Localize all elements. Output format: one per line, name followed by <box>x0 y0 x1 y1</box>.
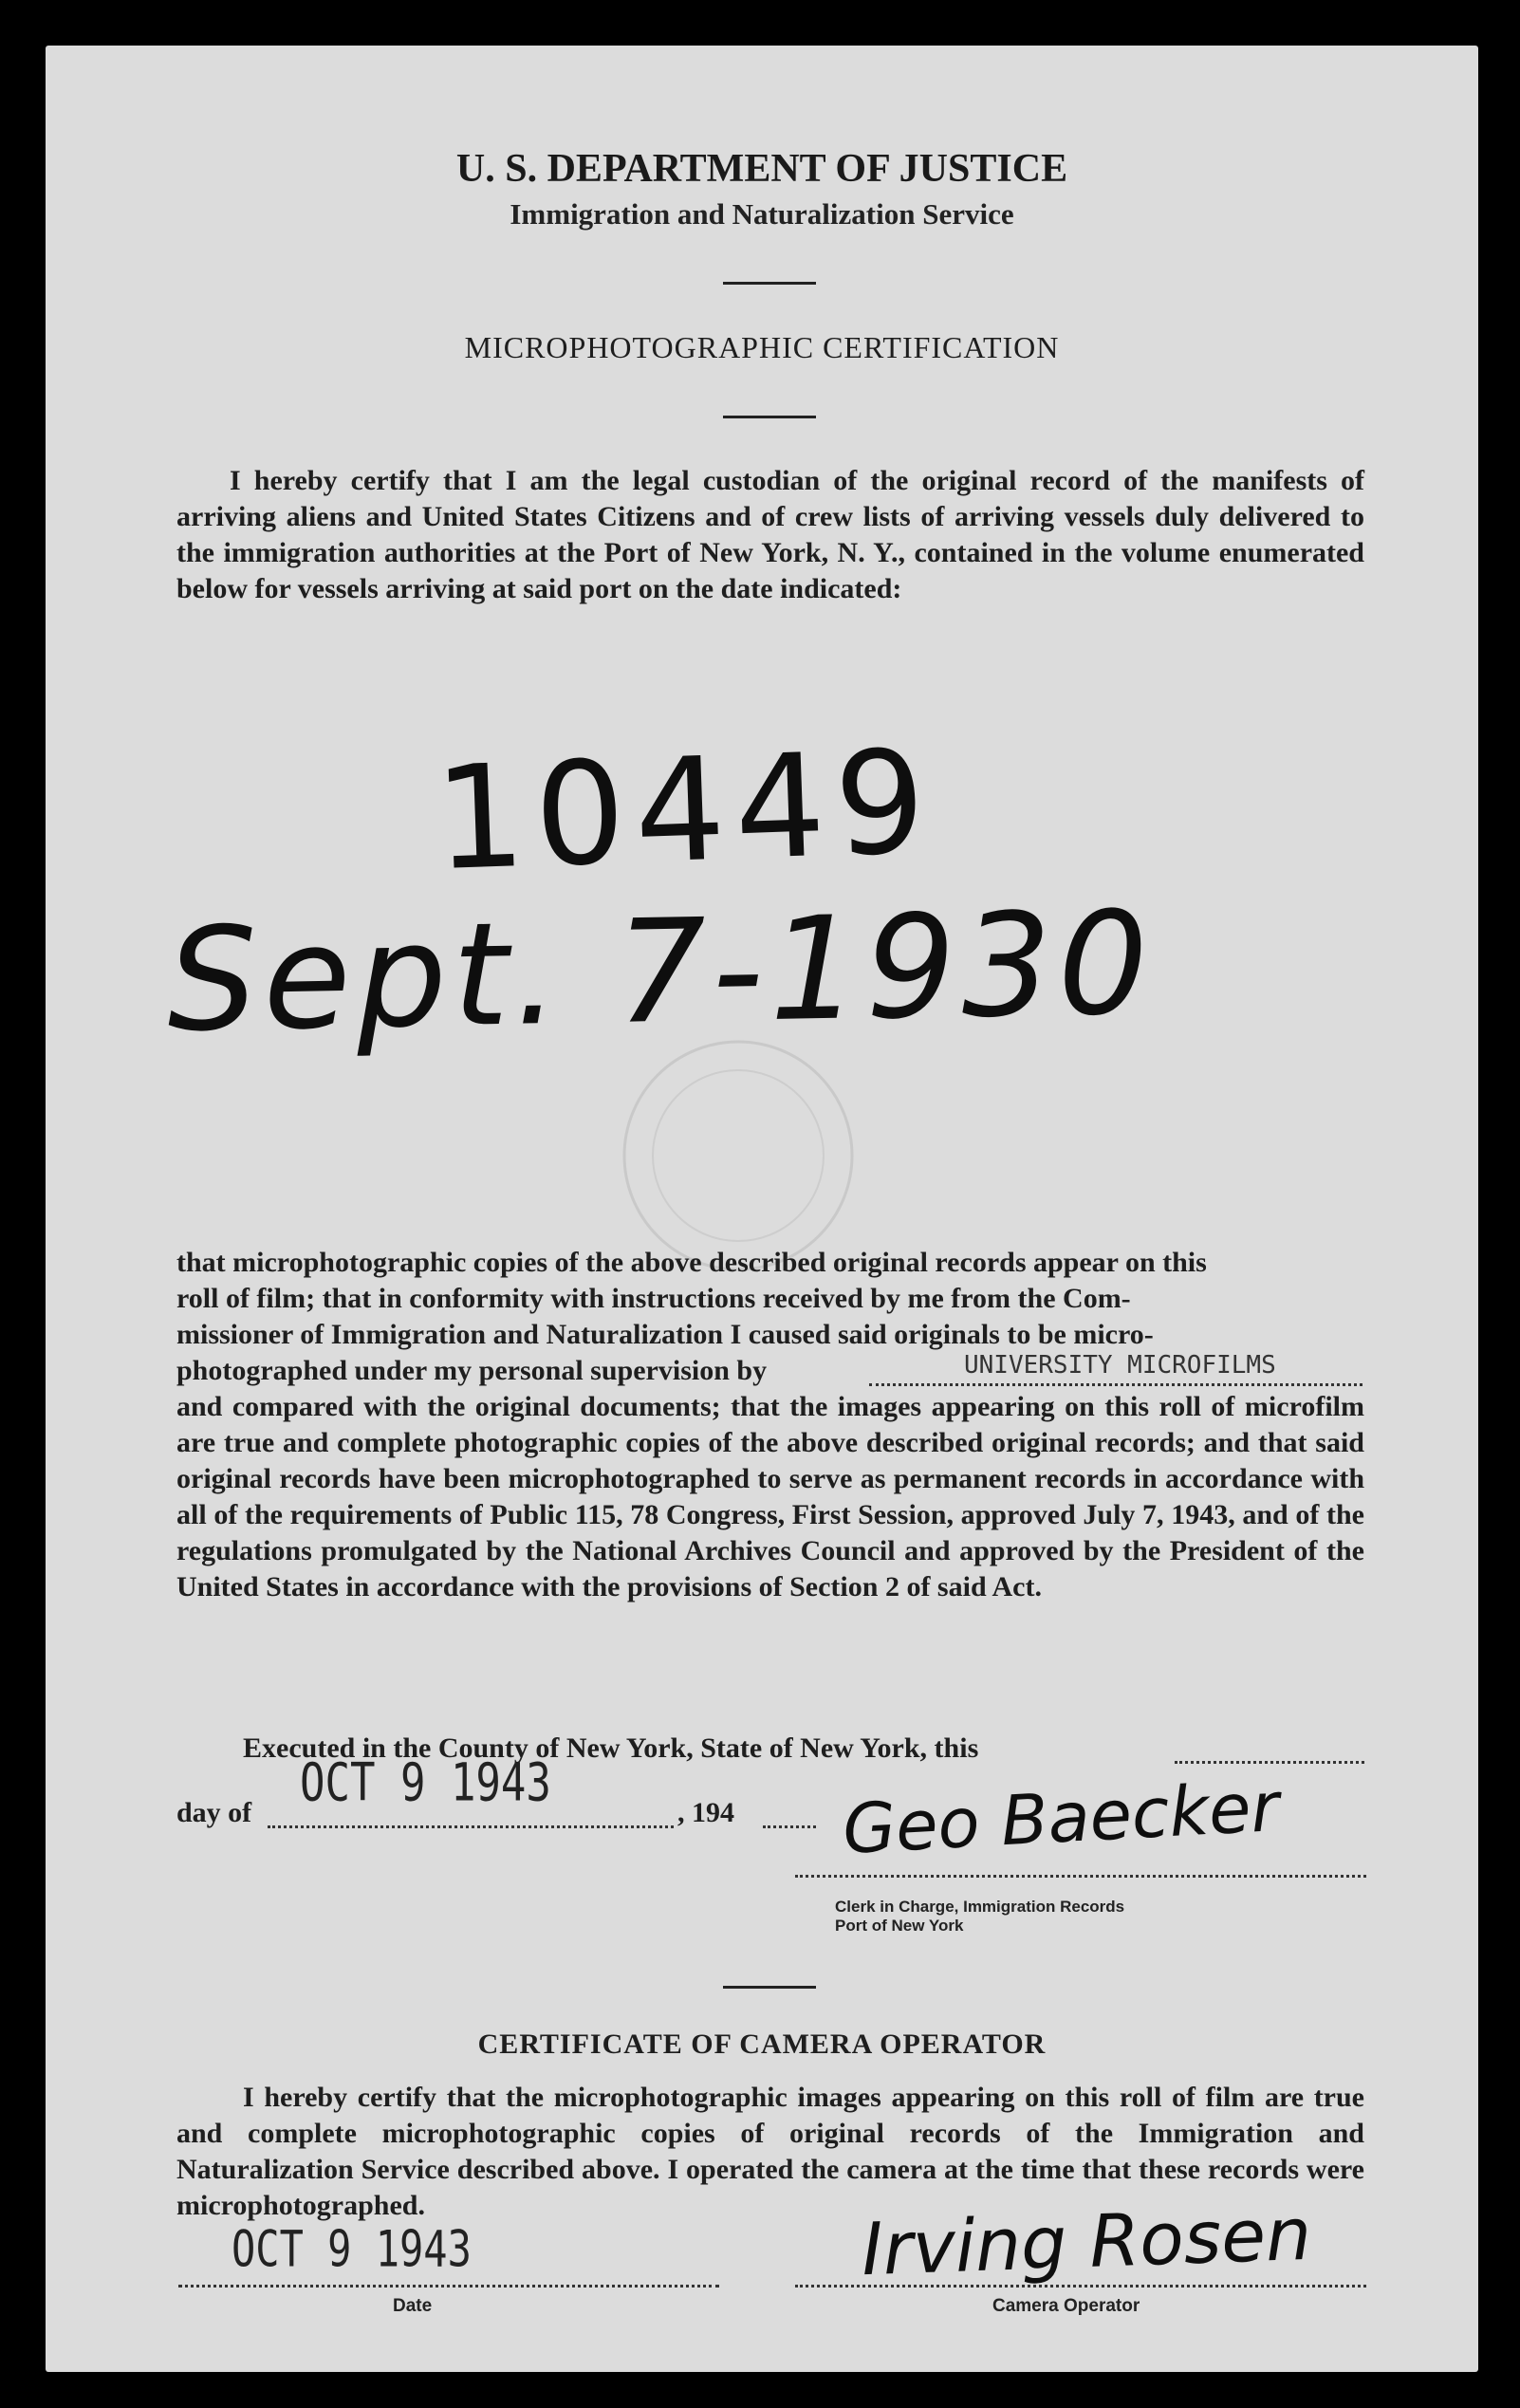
divider <box>723 1986 816 1989</box>
certification-title: MICROPHOTOGRAPHIC CERTIFICATION <box>464 330 1060 364</box>
divider <box>723 416 816 418</box>
date-label: Date <box>393 2296 433 2316</box>
camera-certificate-text: I hereby certify that the microphotographic images appearing on this roll of film are true and complete microphotographic copies of original records of the Immigration and Naturalization Service described above. I operated the camera at the time that these records were microphotographed. <box>176 2082 1364 2221</box>
operator-line <box>795 2279 1366 2288</box>
executed-text: Executed in the County of New York, State of New York, this <box>243 1732 979 1764</box>
subagency-title: Immigration and Naturalization Service <box>510 197 1014 231</box>
year-label: , 194 <box>677 1797 734 1828</box>
handwritten-volume-number: 10449 <box>432 719 938 903</box>
dotted-line <box>763 1818 816 1828</box>
main-paragraph-line: roll of film; that in conformity with instructions received by me from the Com- <box>176 1283 1131 1314</box>
clerk-signature: Geo Baecker <box>841 1767 1281 1869</box>
operator-signature: Irving Rosen <box>860 2191 1313 2292</box>
main-paragraph-line: that microphotographic copies of the above described original records appear on this <box>176 1247 1207 1278</box>
intro-paragraph: I hereby certify that I am the legal custodian of the original record of the manifests of arriving aliens and United States Citizens and of crew lists of arriving vessels duly delivered to the immigration authorities at the Port of New York, N. Y., contained in the volume enumerated below for vessels arriving at said port on the date indicated: <box>176 465 1364 604</box>
date-line <box>178 2279 719 2288</box>
dotted-line <box>268 1818 674 1828</box>
clerk-title <box>835 1898 1124 1936</box>
certificate-sheet <box>46 46 1478 2372</box>
camera-certificate-title: CERTIFICATE OF CAMERA OPERATOR <box>477 2028 1047 2060</box>
main-paragraph-line: missioner of Immigration and Naturalization I caused said originals to be micro- <box>176 1319 1154 1350</box>
photographer-stamp: UNIVERSITY MICROFILMS <box>964 1351 1276 1380</box>
main-paragraph <box>176 1245 1364 1605</box>
day-of-label: day of <box>176 1797 252 1828</box>
handwritten-date: Sept. 7-1930 <box>165 880 1156 1065</box>
agency-title: U. S. DEPARTMENT OF JUSTICE <box>455 147 1068 191</box>
divider <box>723 282 816 285</box>
stamped-date-day: OCT 9 1943 <box>300 1752 551 1814</box>
signature-line <box>795 1869 1366 1878</box>
photographer-line <box>176 1353 1364 1389</box>
clerk-title-line: Clerk in Charge, Immigration Records <box>835 1898 1125 1916</box>
dotted-line <box>1175 1753 1364 1764</box>
photographer-line-prefix: photographed under my personal supervision by <box>176 1355 768 1386</box>
stamped-date-camera: OCT 9 1943 <box>232 2219 472 2279</box>
clerk-title-line: Port of New York <box>835 1917 964 1935</box>
main-paragraph-rest: and compared with the original documents; that the images appearing on this roll of microfilm are true and complete photographic copies of the above described original records; and that said original records have been microphotographed to serve as permanent records in accordance with all of the requirements of Public 115, 78 Congress, First Session, approved July 7, 1943, and of the regulations promulgated by the National Archives Council and approved by the President of the United States in accordance with the provisions of Section 2 of said Act. <box>176 1391 1364 1602</box>
operator-label: Camera Operator <box>992 2296 1140 2316</box>
faint-seal <box>539 1032 937 1279</box>
